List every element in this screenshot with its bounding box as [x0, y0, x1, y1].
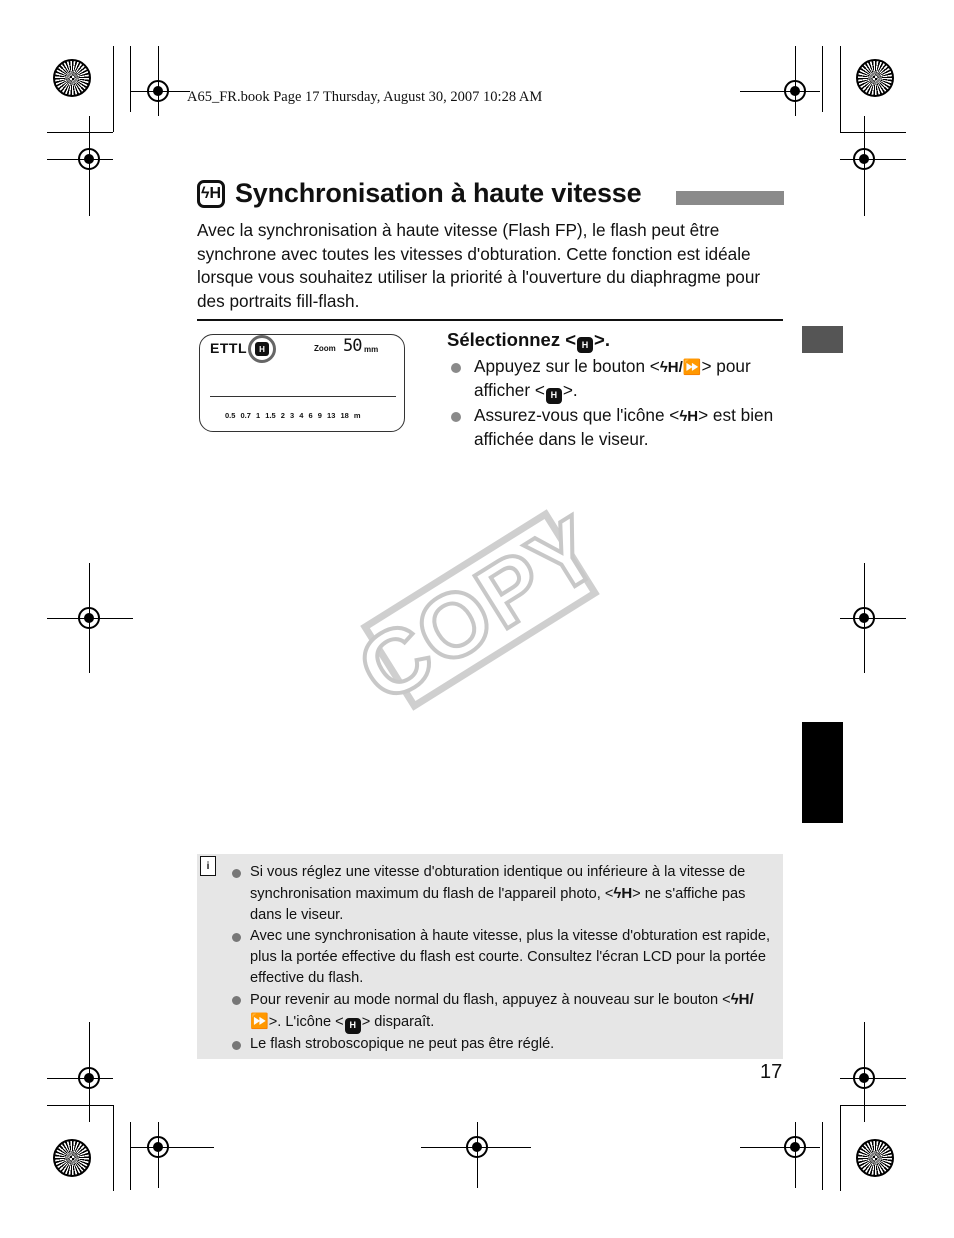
intro-paragraph: Avec la synchronisation à haute vitesse (Flash FP), le flash peut être synchrone avec toutes les vitesses d'obturation. Cette fonction est idéale lorsque vous souhaitez utiliser la priorité à l'ouverture du diaphragme pour des portraits fill-flash. — [197, 220, 761, 311]
high-speed-button-icon: ϟH/⏩ — [250, 991, 754, 1030]
lcd-highlight-ring — [248, 335, 276, 363]
section-title — [197, 178, 641, 209]
color-target-mark — [856, 59, 894, 97]
text: > pour afficher < — [474, 356, 751, 400]
high-speed-button-icon: ϟH/⏩ — [659, 359, 702, 376]
color-target-mark — [856, 1139, 894, 1177]
lcd-zoom-label: Zoom — [314, 344, 336, 353]
text: Le flash stroboscopique ne peut pas être réglé. — [250, 1035, 555, 1052]
page-number: 17 — [760, 1061, 783, 1083]
step-heading-text-end: >. — [594, 329, 610, 350]
lcd-mode-label: ETTL — [210, 340, 247, 356]
memo-icon: i — [200, 856, 216, 876]
text: Pour revenir au mode normal du flash, appuyez à nouveau sur le bouton < — [250, 992, 731, 1008]
book-header: A65_FR.book Page 17 Thursday, August 30, 2007 10:28 AM — [187, 89, 543, 105]
color-target-mark — [53, 1139, 91, 1177]
text: Avec une synchronisation à haute vitesse, plus la vitesse d'obturation est rapide, plus la portée effective du flash est courte. Consultez l'écran LCD pour la portée effective du flash. — [250, 928, 771, 986]
note-item — [231, 926, 771, 989]
title-decoration-bar — [676, 191, 784, 205]
lcd-distance-scale: 0.5 0.7 1 1.5 2 3 4 6 9 13 18 m — [225, 411, 361, 420]
note-item — [231, 1034, 771, 1055]
text: Assurez-vous que l'icône < — [474, 404, 680, 425]
lcd-zoom-unit: mm — [364, 345, 379, 354]
instruction-item — [448, 355, 778, 404]
step-heading — [447, 329, 610, 353]
high-speed-sync-icon: H — [345, 1018, 361, 1034]
language-tab — [802, 722, 843, 823]
text: >. — [562, 380, 578, 400]
text: > ne s'affiche pas dans le viseur. — [250, 886, 746, 923]
page-title: Synchronisation à haute vitesse — [235, 178, 642, 208]
text: > disparaît. — [361, 1014, 435, 1030]
copy-watermark: COPY — [341, 497, 619, 723]
color-target-mark — [53, 59, 91, 97]
text: Appuyez sur le bouton < — [474, 356, 660, 376]
high-speed-sync-icon: ϟH — [197, 180, 225, 208]
step-instructions — [448, 355, 778, 451]
chapter-tab — [802, 326, 843, 353]
high-speed-sync-icon: H — [577, 337, 593, 353]
note-item — [231, 989, 771, 1034]
lcd-range-bar — [210, 396, 396, 397]
lcd-sync-badge: H — [255, 342, 269, 356]
text: > est bien affichée dans le viseur. — [474, 404, 774, 449]
high-speed-sync-icon: H — [546, 388, 562, 404]
high-speed-viewfinder-icon: ϟH — [613, 885, 633, 902]
text: >. L'icône < — [268, 1014, 344, 1030]
notes-list — [231, 862, 771, 1055]
note-item — [231, 862, 771, 926]
section-divider — [197, 319, 783, 321]
step-heading-text: Sélectionnez < — [447, 329, 577, 350]
instruction-item — [448, 404, 778, 451]
text: Si vous réglez une vitesse d'obturation identique ou inférieure à la vitesse de synchronisation maximum du flash de l'appareil photo, < — [250, 864, 746, 902]
lcd-zoom-value: 50 — [343, 336, 362, 356]
high-speed-viewfinder-icon: ϟH — [679, 407, 699, 425]
